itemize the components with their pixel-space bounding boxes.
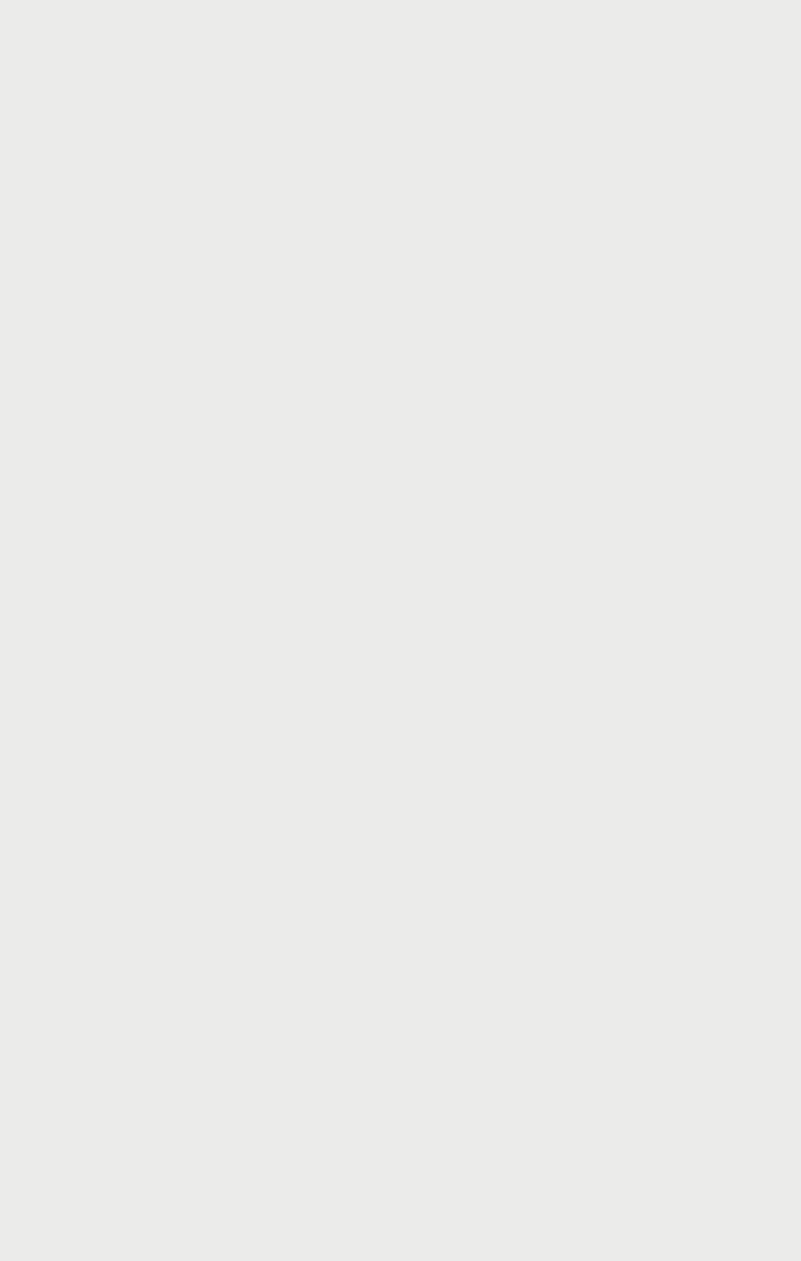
running-header — [0, 31, 801, 51]
